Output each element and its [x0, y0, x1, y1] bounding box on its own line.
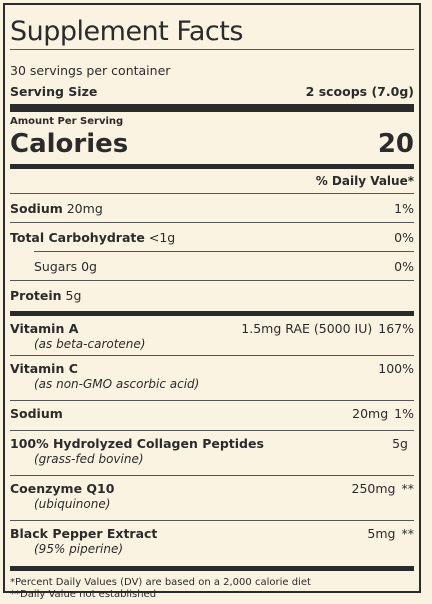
- ingredient-row: [10, 356, 414, 400]
- nutrient-amount: <1g: [148, 229, 176, 245]
- ingredient-name: 100% Hydrolyzed Collagen Peptides: [10, 436, 264, 451]
- footnotes: [10, 571, 414, 601]
- ingredient-amount: 250mg: [351, 481, 396, 496]
- ingredient-amount: 5mg: [367, 526, 396, 541]
- nutrient-row: [10, 223, 414, 251]
- ingredient-name: Vitamin A: [10, 321, 79, 336]
- nutrient-dv: 0%: [394, 258, 414, 274]
- daily-value-header: % Daily Value*: [315, 174, 414, 188]
- ingredient-amount: 20mg: [352, 406, 389, 421]
- nutrient-name: Total Carbohydrate: [10, 229, 145, 245]
- nutrient-name: Sugars: [34, 258, 78, 274]
- servings-text: 30 servings per container: [10, 62, 171, 78]
- divider: [10, 49, 414, 50]
- panel-title: Supplement Facts: [10, 16, 243, 47]
- ingredient-source: (as non-GMO ascorbic acid): [34, 377, 200, 391]
- nutrient-amount: 0g: [81, 258, 97, 274]
- ingredient-source: (ubiquinone): [34, 497, 111, 511]
- calories-label: Calories: [10, 129, 129, 159]
- nutrient-amount: 5g: [65, 287, 82, 303]
- ingredient-source: (grass-fed bovine): [34, 452, 144, 466]
- ingredient-row: [10, 316, 414, 355]
- nutrient-amount: 20mg: [66, 200, 103, 216]
- nutrient-name: Protein: [10, 287, 62, 303]
- servings-per-container: [10, 59, 414, 81]
- ingredient-row: [10, 476, 414, 520]
- ingredient-name: Coenzyme Q10: [10, 481, 115, 496]
- ingredient-name: Vitamin C: [10, 361, 78, 376]
- supplement-facts-panel: [3, 3, 421, 600]
- nutrient-name: Sodium: [10, 200, 63, 216]
- nutrient-row: [10, 281, 414, 309]
- nutrient-dv: 0%: [394, 229, 414, 245]
- ingredient-row: [10, 521, 414, 566]
- nutrient-row: [10, 194, 414, 222]
- ingredient-dv: 167%: [378, 321, 414, 336]
- divider-thick: [10, 104, 414, 112]
- amount-per-serving: Amount Per Serving: [10, 116, 124, 127]
- serving-size-label: Serving Size: [10, 83, 98, 99]
- ingredient-source: (as beta-carotene): [34, 337, 146, 351]
- ingredient-dv: **: [401, 481, 414, 496]
- ingredient-row: [10, 431, 414, 475]
- ingredient-amount: 5g: [392, 436, 408, 451]
- ingredient-dv: 100%: [378, 361, 414, 376]
- footnote-not-established: **Daily Value not established: [10, 589, 157, 600]
- ingredient-name: Black Pepper Extract: [10, 526, 158, 541]
- ingredient-source: (95% piperine): [34, 542, 124, 556]
- ingredient-dv: 1%: [394, 406, 414, 421]
- ingredient-dv: **: [401, 526, 414, 541]
- serving-size-value: 2 scoops (7.0g): [305, 83, 414, 99]
- nutrient-dv: 1%: [394, 200, 414, 216]
- calories-row: [10, 128, 414, 160]
- ingredient-name: Sodium: [10, 406, 63, 421]
- ingredient-amount: 1.5mg RAE (5000 IU): [241, 321, 373, 336]
- nutrient-row: [10, 252, 414, 280]
- calories-value: 20: [377, 129, 414, 159]
- footnote-dv: *Percent Daily Values (DV) are based on a 2,000 calorie diet: [10, 577, 311, 588]
- serving-size-row: [10, 81, 414, 101]
- ingredient-row: [10, 401, 414, 430]
